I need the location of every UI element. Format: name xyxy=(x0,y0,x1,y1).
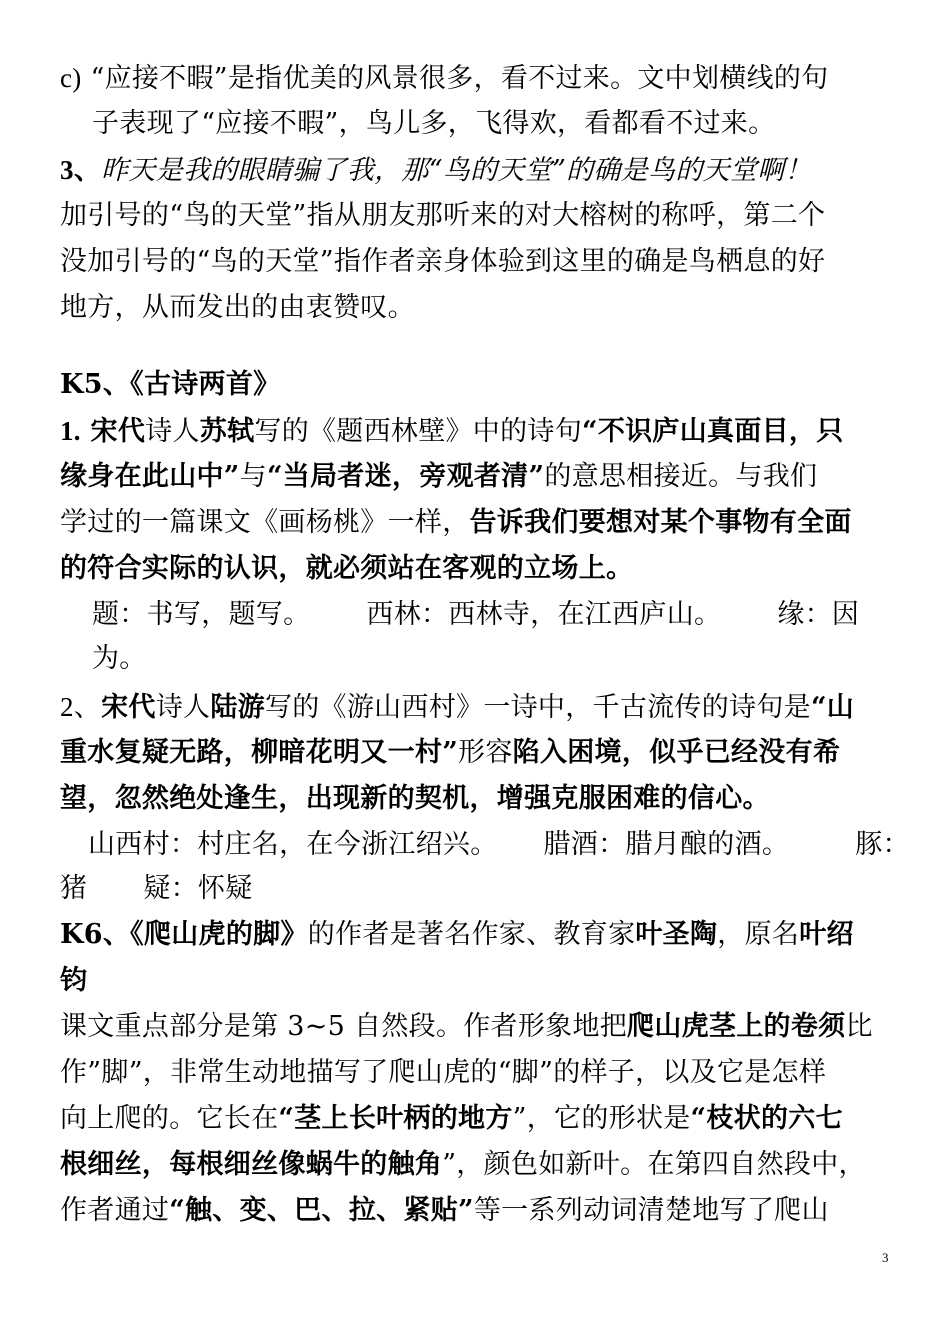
k5-item-1-lesson-a: 告诉我们要想对某个事物有全面 xyxy=(469,507,852,538)
k5-item-2-line-1 xyxy=(60,684,895,731)
k6-original-name-b: 钧 xyxy=(60,965,88,996)
gloss-yuan-cont: 为。 xyxy=(92,643,147,674)
k5-heading xyxy=(60,362,895,408)
k5-item-1-glossary xyxy=(92,592,895,638)
k5-item-2-poet-word: 诗人 xyxy=(155,692,211,723)
k5-heading-text: K5、《古诗两首》 xyxy=(60,369,281,400)
gloss-tun-cont: 猪 xyxy=(60,873,88,904)
k6-para-line-5 xyxy=(60,1188,895,1234)
k5-item-2-dynasty: 宋代 xyxy=(101,692,156,723)
k6-heading: K6、《爬山虎的脚》 xyxy=(60,919,308,950)
k6-heading-text-2: ，原名 xyxy=(717,919,800,950)
k5-item-1-number: 1. xyxy=(60,416,81,446)
k6-text-4: ”，颜色如新叶。在第四自然段中， xyxy=(442,1149,866,1180)
k6-keyword-tendril: 爬山虎茎上的卷须 xyxy=(627,1011,846,1042)
gloss-xilin: 西林：西林寺，在江西庐山。 xyxy=(366,599,722,630)
gloss-tun: 豚： xyxy=(855,829,910,860)
k6-keyword-verbs: “触、变、巴、拉、紧贴” xyxy=(169,1195,474,1226)
item-3-para-1 xyxy=(60,193,895,239)
k5-item-1-dynasty: 宋代 xyxy=(80,416,146,447)
k6-para-line-3 xyxy=(60,1096,895,1142)
k5-item-1-verse-b: 缘身在此山中” xyxy=(60,461,240,492)
k6-text-3b: ”，它的形状是 xyxy=(512,1103,691,1134)
k6-para-line-4 xyxy=(60,1142,895,1188)
k5-item-2-number: 2、 xyxy=(60,692,102,722)
k5-item-1-line-4 xyxy=(60,546,895,592)
page-number: 3 xyxy=(882,1250,889,1265)
item-3-text-2: 没加引号的“鸟的天堂”指作者亲身体验到这里的确是鸟栖息的好 xyxy=(60,246,826,277)
k5-item-2-text: 写的《游山西村》一诗中，千古流传的诗句是 xyxy=(264,692,811,723)
k6-heading-line-1 xyxy=(60,912,895,958)
k6-text-5b: 等一系列动词清楚地写了爬山 xyxy=(473,1195,829,1226)
item-3-sep: 、 xyxy=(73,155,102,186)
k5-item-2-meaning-a: 陷入困境，似乎已经没有希 xyxy=(512,737,841,768)
item-c-text-1: “应接不暇”是指优美的风景很多，看不过来。文中划横线的句 xyxy=(81,63,829,94)
k5-item-2-verse-a: “山 xyxy=(810,692,855,723)
item-3-text-1: 加引号的“鸟的天堂”指从朋友那听来的对大榕树的称呼，第二个 xyxy=(60,200,826,231)
k5-item-1-idiom: “当局者迷，旁观者清” xyxy=(266,461,545,492)
k5-item-1-poet-word: 诗人 xyxy=(145,416,200,447)
k5-item-2-line-2 xyxy=(60,730,895,776)
k5-item-1-line-3 xyxy=(60,500,895,546)
k5-item-1-text-3: 学过的一篇课文《画杨桃》一样， xyxy=(60,507,470,538)
k5-item-1-glossary-2 xyxy=(92,636,895,682)
k5-item-1-poet-name: 苏轼 xyxy=(199,416,255,447)
k5-item-1-text-2: 的意思相接近。与我们 xyxy=(544,461,818,492)
k5-item-2-meaning-b: 望，忽然绝处逢生，出现新的契机，增强克服困难的信心。 xyxy=(60,783,770,814)
k6-keyword-shape-b: 根细丝，每根细丝像蜗牛的触角 xyxy=(60,1149,443,1180)
k5-item-2-poet-name: 陆游 xyxy=(210,692,265,723)
k5-item-1-verse-a: “不识庐山真面目，只 xyxy=(582,416,844,447)
item-c-line-2 xyxy=(92,101,895,147)
k6-para-line-2 xyxy=(60,1050,895,1096)
k5-item-2-glossary-2 xyxy=(60,866,895,912)
item-3-para-3 xyxy=(60,285,895,331)
item-3-text-3: 地方，从而发出的由衷赞叹。 xyxy=(60,292,415,323)
item-c-line-1 xyxy=(60,55,895,102)
item-c-label: c) xyxy=(60,63,82,93)
k5-item-1-line-2 xyxy=(60,454,895,500)
k5-item-1-text: 写的《题西林壁》中的诗句 xyxy=(254,416,582,447)
item-3-para-2 xyxy=(60,239,895,285)
k5-item-2-connector: 形容 xyxy=(458,737,513,768)
gloss-yi: 疑：怀疑 xyxy=(143,873,253,904)
k5-item-1-connector: 与 xyxy=(239,461,267,492)
k6-keyword-location: “茎上长叶柄的地方 xyxy=(278,1103,513,1134)
k5-item-2-verse-b: 重水复疑无路，柳暗花明又一村” xyxy=(60,737,459,768)
item-3-quote: 昨天是我的眼睛骗了我，那“鸟的天堂”的确是鸟的天堂啊！ xyxy=(101,155,812,186)
item-c-text-2: 子表现了“应接不暇”，鸟儿多，飞得欢，看都看不过来。 xyxy=(92,108,776,139)
k6-text-3: 向上爬的。它长在 xyxy=(60,1103,279,1134)
gloss-yuan: 缘：因 xyxy=(777,599,860,630)
gloss-shanxicun: 山西村：村庄名，在今浙江绍兴。 xyxy=(88,829,498,860)
item-3-label: 3 xyxy=(60,155,74,185)
k5-item-1-lesson-b: 的符合实际的认识，就必须站在客观的立场上。 xyxy=(60,553,634,584)
item-3-line-1 xyxy=(60,147,895,194)
k6-text-1b: 比 xyxy=(845,1011,873,1042)
k6-keyword-shape-a: “枝状的六七 xyxy=(690,1103,843,1134)
k6-heading-line-2 xyxy=(60,958,895,1004)
k5-item-1-line-1 xyxy=(60,408,895,455)
k5-item-2-line-3 xyxy=(60,776,895,822)
k6-original-name-a: 叶绍 xyxy=(799,919,854,950)
k6-author: 叶圣陶 xyxy=(635,919,718,950)
k5-item-2-glossary xyxy=(88,822,910,868)
gloss-lajiu: 腊酒：腊月酿的酒。 xyxy=(543,829,790,860)
k6-heading-text: 的作者是著名作家、教育家 xyxy=(307,919,636,950)
k6-para-line-1 xyxy=(60,1004,895,1050)
gloss-ti: 题：书写，题写。 xyxy=(92,599,311,630)
k6-text-2: 作”脚”，非常生动地描写了爬山虎的“脚”的样子，以及它是怎样 xyxy=(60,1057,827,1088)
k6-text-5: 作者通过 xyxy=(60,1195,170,1226)
k6-text-1: 课文重点部分是第 3~5 自然段。作者形象地把 xyxy=(60,1011,628,1042)
